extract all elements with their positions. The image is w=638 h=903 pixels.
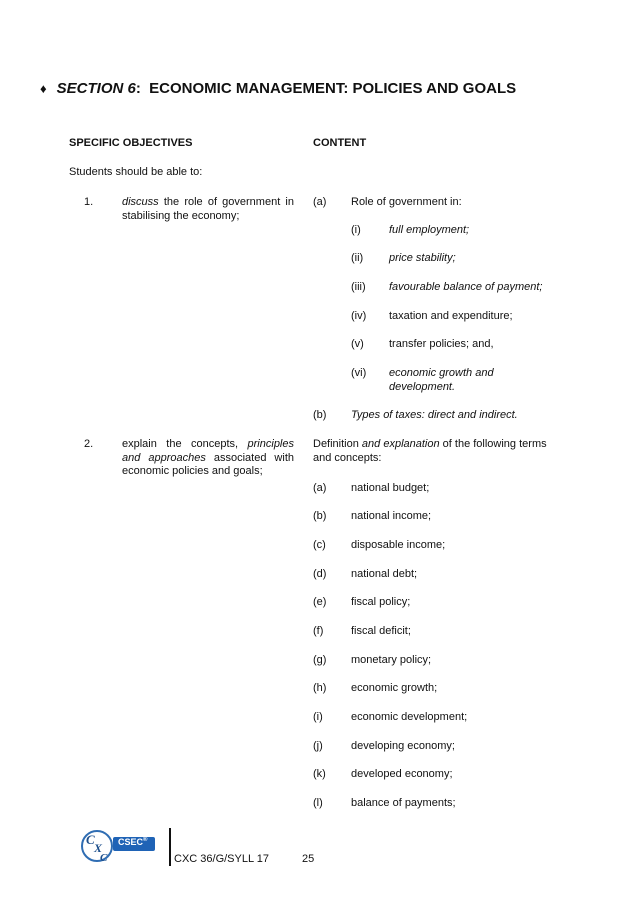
- content-1b-text: Types of taxes: direct and indirect.: [351, 409, 518, 421]
- section-heading: [40, 80, 516, 97]
- objective-1-rest: the role of government in stabilising the economy;: [122, 196, 294, 222]
- objective-2-italic: principles and approaches: [122, 438, 294, 464]
- content-column-header: CONTENT: [313, 137, 367, 149]
- csec-logo-text: [118, 837, 147, 847]
- term-text: fiscal policy;: [351, 596, 411, 608]
- section-title: ECONOMIC MANAGEMENT: POLICIES AND GOALS: [149, 80, 517, 97]
- objectives-column-header: SPECIFIC OBJECTIVES: [69, 137, 193, 149]
- definition-intro-part: Definition: [313, 438, 362, 450]
- term-label: (k): [313, 768, 326, 780]
- role-item-number: (iii): [351, 281, 366, 293]
- term-text: developing economy;: [351, 740, 455, 752]
- cxc-logo: [80, 826, 164, 866]
- role-item-number: (ii): [351, 252, 364, 264]
- term-text: national budget;: [351, 482, 430, 494]
- csec-text: CSEC: [118, 837, 144, 847]
- syllabus-code: CXC 36/G/SYLL 17: [174, 853, 269, 865]
- section-label: SECTION 6: [56, 80, 136, 97]
- objective-1-number: 1.: [84, 196, 94, 208]
- term-text: disposable income;: [351, 539, 446, 551]
- content-1b-label: (b): [313, 409, 327, 421]
- objective-1-text: [122, 196, 294, 223]
- svg-text:X: X: [94, 841, 103, 855]
- term-text: economic growth;: [351, 682, 438, 694]
- svg-text:C: C: [86, 832, 95, 847]
- term-text: monetary policy;: [351, 654, 432, 666]
- term-text: economic development;: [351, 711, 468, 723]
- role-item-number: (iv): [351, 310, 367, 322]
- objective-2-start: explain the concepts,: [122, 438, 248, 450]
- term-label: (a): [313, 482, 327, 494]
- role-item-text: taxation and expenditure;: [389, 310, 513, 322]
- term-text: balance of payments;: [351, 797, 456, 809]
- objective-1-verb: discuss: [122, 196, 159, 208]
- term-label: (b): [313, 510, 327, 522]
- footer-divider: [169, 828, 171, 866]
- term-text: fiscal deficit;: [351, 625, 411, 637]
- role-item-number: (i): [351, 224, 361, 236]
- objective-2-text: [122, 438, 294, 479]
- role-item-text: price stability;: [389, 252, 456, 264]
- term-text: national debt;: [351, 568, 418, 580]
- svg-text:C: C: [100, 852, 108, 864]
- term-label: (f): [313, 625, 324, 637]
- term-text: national income;: [351, 510, 432, 522]
- role-item-number: (v): [351, 338, 364, 350]
- intro-text: Students should be able to:: [69, 166, 203, 178]
- term-label: (e): [313, 596, 327, 608]
- term-label: (h): [313, 682, 327, 694]
- term-label: (c): [313, 539, 326, 551]
- content-1a-text: Role of government in:: [351, 196, 462, 208]
- role-item-text: full employment;: [389, 224, 470, 236]
- registered-mark: ®: [143, 837, 148, 843]
- term-label: (d): [313, 568, 327, 580]
- role-item-text: transfer policies; and,: [389, 338, 494, 350]
- definition-intro: [313, 438, 558, 465]
- term-label: (l): [313, 797, 323, 809]
- section-separator: :: [135, 80, 141, 97]
- content-1a-label: (a): [313, 196, 327, 208]
- term-label: (g): [313, 654, 327, 666]
- term-label: (i): [313, 711, 323, 723]
- page-number: 25: [302, 853, 315, 865]
- diamond-bullet-icon: ♦: [40, 81, 47, 96]
- role-item-text-cont: development.: [389, 381, 456, 393]
- role-item-text: economic growth and: [389, 367, 494, 379]
- role-item-number: (vi): [351, 367, 367, 379]
- definition-intro-part: of the following terms and concepts:: [313, 438, 547, 464]
- definition-intro-italic: and explanation: [361, 438, 440, 450]
- term-label: (j): [313, 740, 323, 752]
- role-item-text: favourable balance of payment;: [389, 281, 543, 293]
- objective-2-number: 2.: [84, 438, 94, 450]
- term-text: developed economy;: [351, 768, 453, 780]
- objective-2-rest: associated with economic policies and goals;: [122, 451, 294, 477]
